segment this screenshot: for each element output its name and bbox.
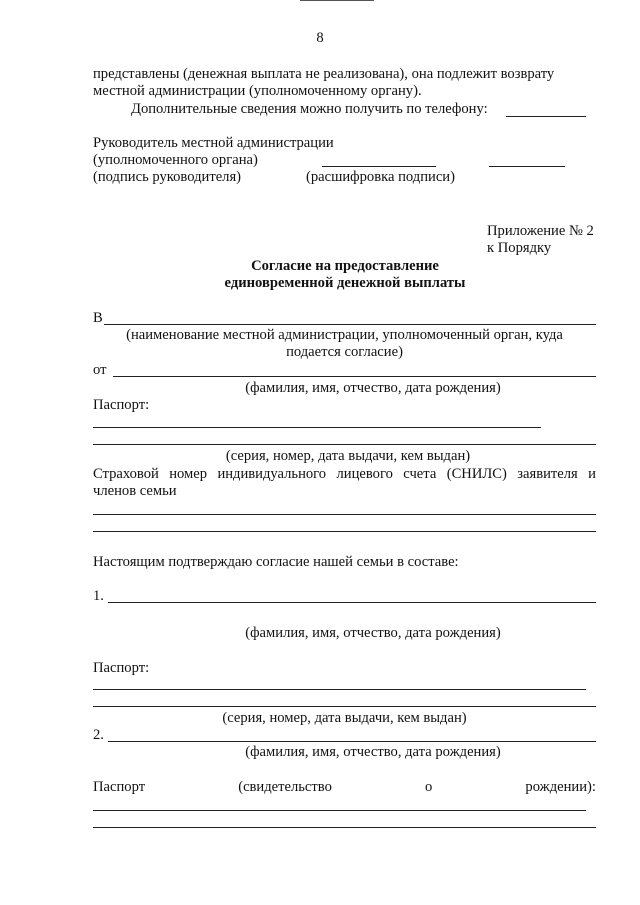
- to-caption-1: (наименование местной администрации, уполномоченный орган, куда: [126, 327, 563, 343]
- snils-blank-1[interactable]: [93, 514, 596, 515]
- member-2-passport-word: о: [425, 779, 433, 795]
- signature-blank[interactable]: [322, 166, 436, 167]
- member-2-passport-blank-2[interactable]: [93, 827, 596, 828]
- from-prefix: от: [93, 362, 107, 378]
- appendix-number: Приложение № 2: [487, 223, 594, 239]
- top-edge-mark: [300, 0, 374, 1]
- page-number: 8: [316, 30, 324, 46]
- snils-blank-2[interactable]: [93, 531, 596, 532]
- snils-word: индивидуального: [217, 466, 327, 482]
- intro-line-2: местной администрации (уполномоченному органу).: [93, 83, 422, 99]
- phone-line: Дополнительные сведения можно получить по телефону:: [131, 101, 488, 117]
- member-1-blank[interactable]: [108, 602, 596, 603]
- appendix-order: к Порядку: [487, 240, 552, 256]
- member-2-caption: (фамилия, имя, отчество, дата рождения): [245, 744, 501, 760]
- member-1-passport-blank-1[interactable]: [93, 689, 586, 690]
- snils-word: счета: [403, 466, 437, 482]
- member-1-passport-caption: (серия, номер, дата выдачи, кем выдан): [222, 710, 467, 726]
- phone-blank[interactable]: [506, 116, 586, 117]
- snils-word: (СНИЛС): [446, 466, 507, 482]
- snils-line-1: [93, 467, 596, 482]
- member-1-passport-blank-2[interactable]: [93, 706, 596, 707]
- to-prefix: В: [93, 310, 103, 326]
- signature-title-2: (уполномоченного органа): [93, 152, 258, 168]
- member-1-caption: (фамилия, имя, отчество, дата рождения): [245, 625, 501, 641]
- snils-word: лицевого: [336, 466, 393, 482]
- signature-decode-caption: (расшифровка подписи): [306, 169, 455, 185]
- signature-decode-blank[interactable]: [489, 166, 565, 167]
- snils-word: Страховой: [93, 466, 159, 482]
- member-2-passport-word: (свидетельство: [238, 779, 332, 795]
- intro-line-1: представлены (денежная выплата не реализована), она подлежит возврату: [93, 66, 555, 82]
- member-2-passport-blank-1[interactable]: [93, 810, 586, 811]
- from-blank[interactable]: [113, 376, 596, 377]
- member-2-number: 2.: [93, 727, 104, 743]
- member-1-number: 1.: [93, 588, 104, 604]
- snils-word: номер: [169, 466, 208, 482]
- from-caption: (фамилия, имя, отчество, дата рождения): [245, 380, 501, 396]
- passport-blank-1[interactable]: [93, 427, 541, 428]
- member-2-passport-word: рождении):: [525, 779, 596, 795]
- passport-label: Паспорт:: [93, 397, 150, 413]
- document-title-1: Согласие на предоставление: [251, 258, 439, 274]
- to-caption-2: подается согласие): [286, 344, 403, 360]
- passport-blank-2[interactable]: [93, 444, 596, 445]
- to-blank[interactable]: [104, 324, 596, 325]
- signature-caption: (подпись руководителя): [93, 169, 242, 185]
- member-2-passport-word: Паспорт: [93, 779, 146, 795]
- member-2-blank[interactable]: [108, 741, 596, 742]
- member-2-passport-line: [93, 780, 596, 795]
- member-1-passport-label: Паспорт:: [93, 660, 150, 676]
- signature-title-1: Руководитель местной администрации: [93, 135, 334, 151]
- snils-word: и: [588, 466, 596, 482]
- passport-caption: (серия, номер, дата выдачи, кем выдан): [225, 448, 471, 464]
- snils-line-2: членов семьи: [93, 483, 177, 499]
- consent-statement: Настоящим подтверждаю согласие нашей семьи в составе:: [93, 554, 459, 570]
- document-title-2: единовременной денежной выплаты: [224, 275, 466, 291]
- snils-word: заявителя: [517, 466, 578, 482]
